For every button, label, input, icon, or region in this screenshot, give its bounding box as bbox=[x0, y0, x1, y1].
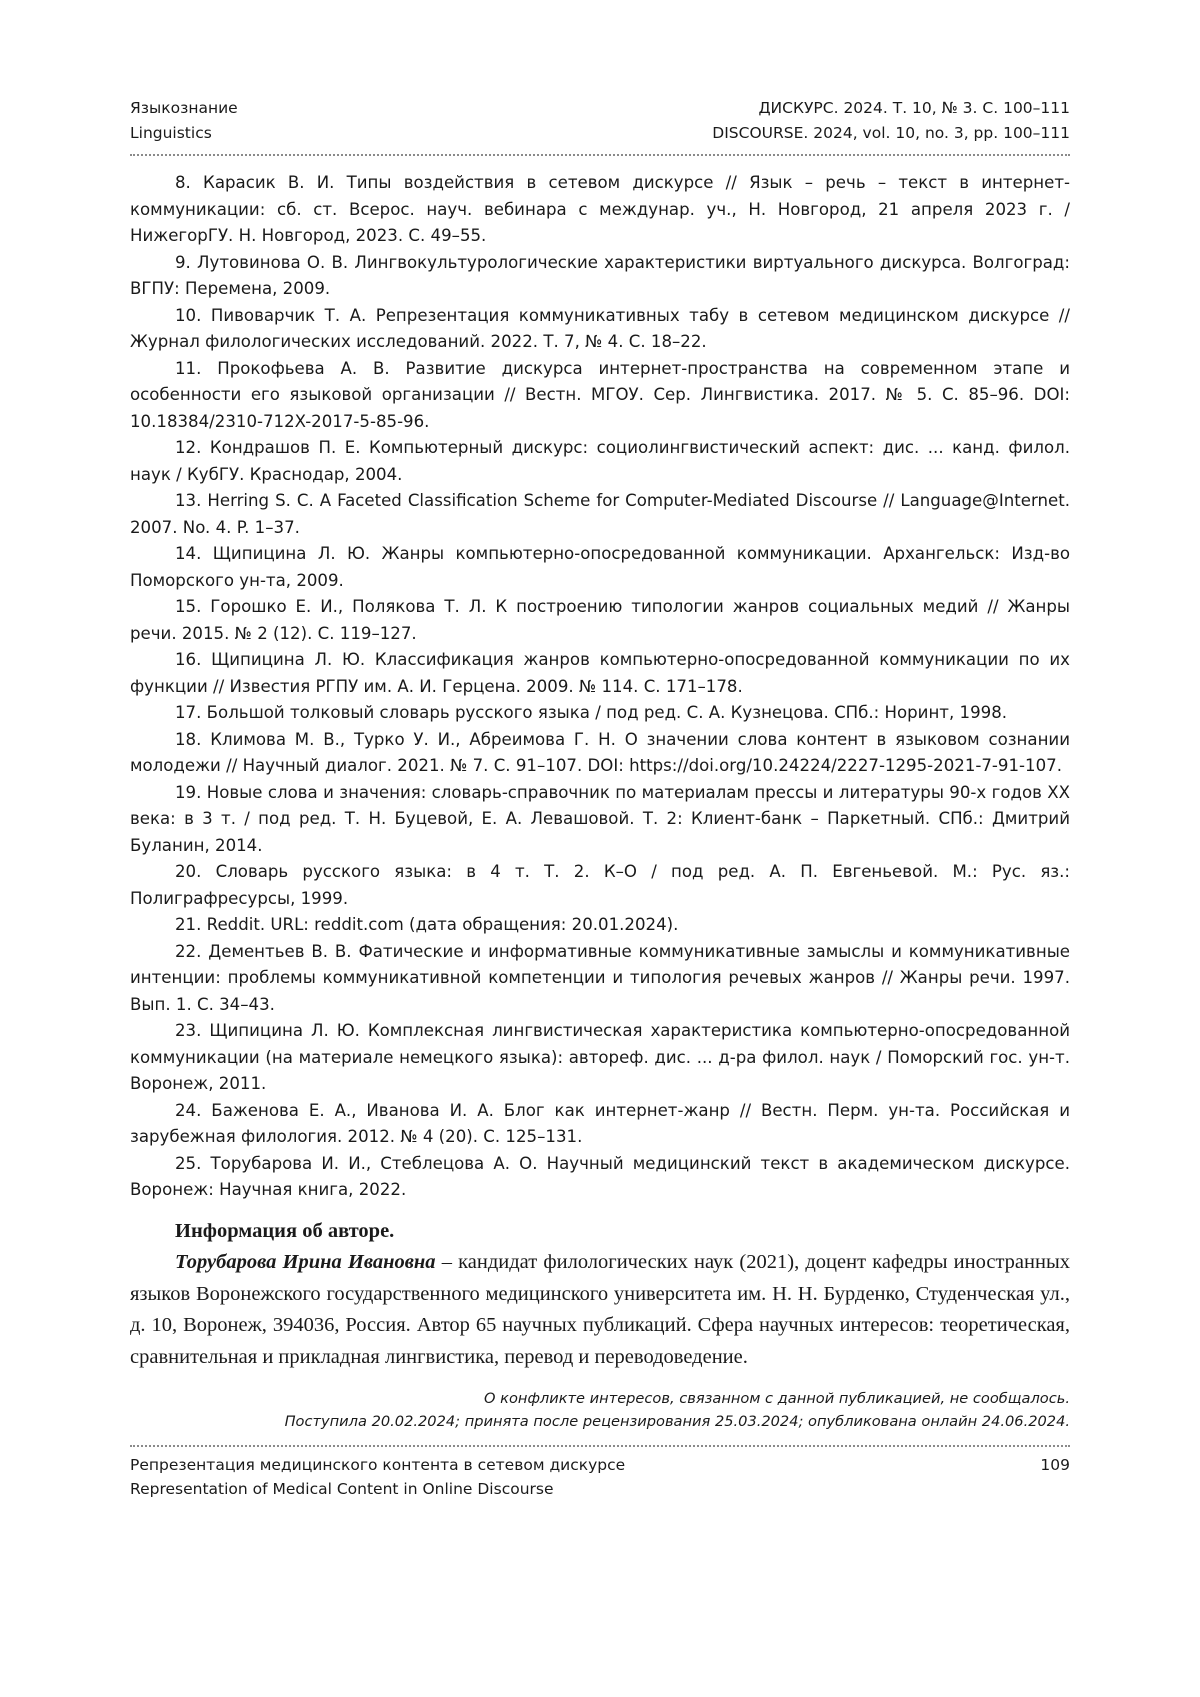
journal-citation-en: DISCOURSE. 2024, vol. 10, no. 3, pp. 100–111 bbox=[712, 124, 1070, 142]
reference-item: 12. Кондрашов П. Е. Компьютерный дискурс: социолингвистический аспект: дис. ... канд. филол. наук / КубГУ. Краснодар, 2004. bbox=[130, 438, 1070, 484]
author-bio-text: – кандидат филологических наук (2021), доцент кафедры иностранных языков Воронежского государственного медицинского университета им. Н. Н. Бурденко, Студенческая ул., д. 10, Воронеж, 394036, Россия. Автор 65 научных публикаций. Сфера научных интересов: теоретическая, сравнительная и прикладная лингвистика, перевод и переводоведение. bbox=[130, 1251, 1070, 1368]
reference-list bbox=[130, 170, 1070, 1204]
author-info bbox=[130, 1216, 1070, 1374]
reference-item: 23. Щипицина Л. Ю. Комплексная лингвистическая характеристика компьютерно-опосредованной коммуникации (на материале немецкого языка): автореф. дис. ... д-ра филол. наук / Поморский гос. ун-т. Воронеж, 2011. bbox=[130, 1021, 1070, 1093]
author-bio bbox=[130, 1247, 1070, 1373]
section-ru: Языкознание bbox=[130, 99, 238, 117]
publication-notes bbox=[130, 1387, 1070, 1433]
article-title-ru: Репрезентация медицинского контента в сетевом дискурсе bbox=[130, 1456, 626, 1474]
author-name: Торубарова Ирина Ивановна bbox=[175, 1251, 436, 1273]
journal-citation-ru: ДИСКУРС. 2024. Т. 10, № 3. С. 100–111 bbox=[758, 99, 1070, 117]
reference-item: 20. Словарь русского языка: в 4 т. Т. 2. К–О / под ред. А. П. Евгеньевой. М.: Рус. яз.: Полиграфресурсы, 1999. bbox=[130, 862, 1070, 908]
running-footer bbox=[130, 1453, 1070, 1501]
reference-item: 24. Баженова Е. А., Иванова И. А. Блог как интернет-жанр // Вестн. Перм. ун-та. Российская и зарубежная филология. 2012. № 4 (20). С. 125–131. bbox=[130, 1100, 1070, 1146]
reference-item: 8. Карасик В. И. Типы воздействия в сетевом дискурсе // Язык – речь – текст в интернет-коммуникации: сб. ст. Всерос. науч. вебинара с междунар. уч., Н. Новгород, 21 апреля 2023 г. / НижегорГУ. Н. Новгород, 2023. С. 49–55. bbox=[130, 173, 1070, 245]
running-header bbox=[130, 96, 1070, 146]
page-number: 109 bbox=[1040, 1456, 1070, 1474]
reference-item: 14. Щипицина Л. Ю. Жанры компьютерно-опосредованной коммуникации. Архангельск: Изд-во Поморского ун-та, 2009. bbox=[130, 544, 1070, 590]
author-heading: Информация об авторе. bbox=[175, 1219, 395, 1242]
reference-item: 17. Большой толковый словарь русского языка / под ред. С. А. Кузнецова. СПб.: Норинт, 1998. bbox=[175, 703, 1008, 722]
page bbox=[130, 96, 1070, 1501]
reference-item: 10. Пивоварчик Т. А. Репрезентация коммуникативных табу в сетевом медицинском дискурсе // Журнал филологических исследований. 2022. Т. 7, № 4. С. 18–22. bbox=[130, 305, 1070, 351]
footer-divider bbox=[130, 1445, 1070, 1447]
reference-item: 25. Торубарова И. И., Стеблецова А. О. Научный медицинский текст в академическом дискурсе. Воронеж: Научная книга, 2022. bbox=[130, 1153, 1070, 1199]
reference-item: 18. Климова М. В., Турко У. И., Абреимова Г. Н. О значении слова контент в языковом сознании молодежи // Научный диалог. 2021. № 7. С. 91–107. DOI: https://doi.org/10.24224/2227-1295-2021-7-91-107. bbox=[130, 729, 1070, 775]
reference-item: 21. Reddit. URL: reddit.com (дата обращения: 20.01.2024). bbox=[175, 915, 679, 934]
reference-item: 22. Дементьев В. В. Фатические и информативные коммуникативные замыслы и коммуникативные интенции: проблемы коммуникативной компетенции и типология речевых жанров // Жанры речи. 1997. Вып. 1. С. 34–43. bbox=[130, 941, 1070, 1014]
header-divider bbox=[130, 154, 1070, 156]
reference-item: 9. Лутовинова О. В. Лингвокультурологические характеристики виртуального дискурса. Волгоград: ВГПУ: Перемена, 2009. bbox=[130, 252, 1070, 298]
conflict-note: О конфликте интересов, связанном с данной публикацией, не сообщалось. bbox=[484, 1390, 1070, 1407]
reference-item: 19. Новые слова и значения: словарь-справочник по материалам прессы и литературы 90-х годов XX века: в 3 т. / под ред. Т. Н. Буцевой, Е. А. Левашовой. Т. 2: Клиент-банк – Паркетный. СПб.: Дмитрий Буланин, 2014. bbox=[130, 782, 1070, 855]
article-title-en: Representation of Medical Content in Online Discourse bbox=[130, 1480, 554, 1498]
reference-item: 15. Горошко Е. И., Полякова Т. Л. К построению типологии жанров социальных медий // Жанры речи. 2015. № 2 (12). С. 119–127. bbox=[130, 597, 1070, 643]
reference-item: 13. Herring S. C. A Faceted Classification Scheme for Computer-Mediated Discourse // Language@Internet. 2007. No. 4. P. 1–37. bbox=[130, 491, 1070, 537]
reference-item: 16. Щипицина Л. Ю. Классификация жанров компьютерно-опосредованной коммуникации по их функции // Известия РГПУ им. А. И. Герцена. 2009. № 114. С. 171–178. bbox=[130, 650, 1070, 696]
reference-item: 11. Прокофьева А. В. Развитие дискурса интернет-пространства на современном этапе и особенности его языковой организации // Вестн. МГОУ. Сер. Лингвистика. 2017. № 5. С. 85–96. DOI: 10.18384/2310-712X-2017-5-85-96. bbox=[130, 358, 1070, 431]
dates-note: Поступила 20.02.2024; принята после рецензирования 25.03.2024; опубликована онлайн 24.06.2024. bbox=[284, 1413, 1070, 1430]
section-en: Linguistics bbox=[130, 124, 212, 142]
